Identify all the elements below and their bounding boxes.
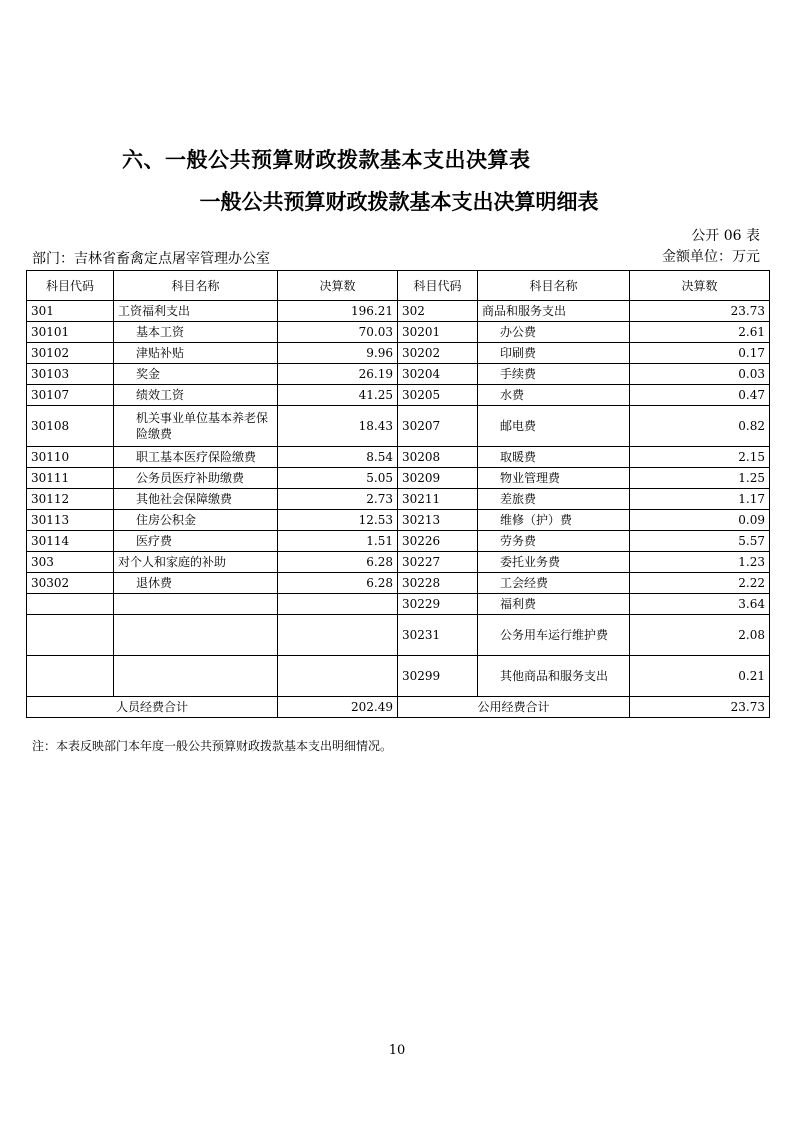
left-code-cell: 30108 xyxy=(27,406,114,447)
table-row xyxy=(27,385,770,406)
left-amount-cell: 196.21 xyxy=(278,301,398,322)
left-amount-cell: 2.73 xyxy=(278,489,398,510)
amount-unit-label: 金额单位：万元 xyxy=(662,249,760,265)
expenditure-detail-table xyxy=(26,270,770,718)
left-name-cell xyxy=(114,615,278,656)
right-name-cell: 工会经费 xyxy=(478,573,630,594)
left-name-cell: 住房公积金 xyxy=(114,510,278,531)
right-name-cell: 商品和服务支出 xyxy=(478,301,630,322)
right-name-cell: 水费 xyxy=(478,385,630,406)
left-amount-cell: 8.54 xyxy=(278,447,398,468)
left-amount-cell: 18.43 xyxy=(278,406,398,447)
table-title xyxy=(0,186,794,216)
right-amount-cell: 0.09 xyxy=(630,510,770,531)
right-amount-cell: 0.17 xyxy=(630,343,770,364)
left-code-cell: 30110 xyxy=(27,447,114,468)
right-name-cell: 劳务费 xyxy=(478,531,630,552)
left-code-cell: 30114 xyxy=(27,531,114,552)
left-amount-cell: 26.19 xyxy=(278,364,398,385)
right-name-cell: 福利费 xyxy=(478,594,630,615)
right-code-cell: 30226 xyxy=(398,531,478,552)
left-code-cell xyxy=(27,594,114,615)
left-amount-cell: 1.51 xyxy=(278,531,398,552)
left-code-cell: 303 xyxy=(27,552,114,573)
right-code-cell: 30228 xyxy=(398,573,478,594)
left-code-cell xyxy=(27,615,114,656)
right-code-cell: 30227 xyxy=(398,552,478,573)
left-code-cell: 30103 xyxy=(27,364,114,385)
table-row xyxy=(27,656,770,697)
table-note: 注：本表反映部门本年度一般公共预算财政拨款基本支出明细情况。 xyxy=(32,739,393,753)
right-name-cell: 物业管理费 xyxy=(478,468,630,489)
left-code-cell: 30111 xyxy=(27,468,114,489)
right-name-cell: 办公费 xyxy=(478,322,630,343)
right-code-cell: 30205 xyxy=(398,385,478,406)
right-name-cell: 印刷费 xyxy=(478,343,630,364)
table-body xyxy=(27,301,770,697)
right-amount-cell: 1.23 xyxy=(630,552,770,573)
right-amount-cell: 0.03 xyxy=(630,364,770,385)
right-name-cell: 邮电费 xyxy=(478,406,630,447)
table-row xyxy=(27,343,770,364)
table-row xyxy=(27,406,770,447)
left-name-cell xyxy=(114,656,278,697)
right-name-cell: 手续费 xyxy=(478,364,630,385)
left-name-cell: 退休费 xyxy=(114,573,278,594)
left-code-cell: 30107 xyxy=(27,385,114,406)
header-right-code: 科目代码 xyxy=(398,271,478,301)
left-amount-cell: 12.53 xyxy=(278,510,398,531)
page-number: 10 xyxy=(388,1043,406,1058)
left-amount-cell xyxy=(278,594,398,615)
right-code-cell: 30209 xyxy=(398,468,478,489)
right-code-cell: 30229 xyxy=(398,594,478,615)
department-label: 部门：吉林省畜禽定点屠宰管理办公室 xyxy=(32,251,270,267)
left-name-cell: 其他社会保障缴费 xyxy=(114,489,278,510)
right-code-cell: 30231 xyxy=(398,615,478,656)
left-name-cell: 医疗费 xyxy=(114,531,278,552)
header-left-amount: 决算数 xyxy=(278,271,398,301)
right-code-cell: 302 xyxy=(398,301,478,322)
right-code-cell: 30204 xyxy=(398,364,478,385)
personnel-total-value: 202.49 xyxy=(278,697,398,718)
section-title: 六、一般公共预算财政拨款基本支出决算表 xyxy=(122,148,531,172)
right-amount-cell: 2.61 xyxy=(630,322,770,343)
table-title-text: 一般公共预算财政拨款基本支出决算明细表 xyxy=(199,190,599,214)
right-amount-cell: 1.17 xyxy=(630,489,770,510)
table-row xyxy=(27,531,770,552)
table-row xyxy=(27,322,770,343)
right-code-cell: 30299 xyxy=(398,656,478,697)
right-amount-cell: 2.22 xyxy=(630,573,770,594)
table-header-row xyxy=(27,271,770,301)
public-total-value: 23.73 xyxy=(630,697,770,718)
left-name-cell: 机关事业单位基本养老保险缴费 xyxy=(114,406,278,447)
left-code-cell: 30101 xyxy=(27,322,114,343)
right-amount-cell: 3.64 xyxy=(630,594,770,615)
left-code-cell: 301 xyxy=(27,301,114,322)
right-amount-cell: 23.73 xyxy=(630,301,770,322)
left-code-cell: 30102 xyxy=(27,343,114,364)
left-amount-cell xyxy=(278,656,398,697)
left-name-cell: 绩效工资 xyxy=(114,385,278,406)
left-amount-cell: 9.96 xyxy=(278,343,398,364)
left-name-cell: 工资福利支出 xyxy=(114,301,278,322)
left-amount-cell: 70.03 xyxy=(278,322,398,343)
table-row xyxy=(27,364,770,385)
left-amount-cell: 6.28 xyxy=(278,573,398,594)
left-code-cell: 30112 xyxy=(27,489,114,510)
left-code-cell: 30302 xyxy=(27,573,114,594)
header-left-code: 科目代码 xyxy=(27,271,114,301)
left-name-cell xyxy=(114,594,278,615)
right-code-cell: 30207 xyxy=(398,406,478,447)
left-amount-cell xyxy=(278,615,398,656)
form-number: 公开 06 表 xyxy=(691,228,760,244)
left-name-cell: 津贴补贴 xyxy=(114,343,278,364)
right-code-cell: 30211 xyxy=(398,489,478,510)
public-total-label: 公用经费合计 xyxy=(398,697,630,718)
right-code-cell: 30202 xyxy=(398,343,478,364)
table-row xyxy=(27,489,770,510)
right-amount-cell: 5.57 xyxy=(630,531,770,552)
table-row xyxy=(27,615,770,656)
right-code-cell: 30201 xyxy=(398,322,478,343)
table-row xyxy=(27,552,770,573)
left-amount-cell: 6.28 xyxy=(278,552,398,573)
personnel-total-label: 人员经费合计 xyxy=(27,697,278,718)
right-amount-cell: 1.25 xyxy=(630,468,770,489)
right-code-cell: 30213 xyxy=(398,510,478,531)
left-amount-cell: 41.25 xyxy=(278,385,398,406)
right-amount-cell: 0.21 xyxy=(630,656,770,697)
right-name-cell: 差旅费 xyxy=(478,489,630,510)
left-name-cell: 基本工资 xyxy=(114,322,278,343)
table-row xyxy=(27,468,770,489)
left-name-cell: 奖金 xyxy=(114,364,278,385)
right-name-cell: 其他商品和服务支出 xyxy=(478,656,630,697)
left-name-cell: 对个人和家庭的补助 xyxy=(114,552,278,573)
table-row xyxy=(27,573,770,594)
right-name-cell: 公务用车运行维护费 xyxy=(478,615,630,656)
table-row xyxy=(27,594,770,615)
right-amount-cell: 2.08 xyxy=(630,615,770,656)
right-code-cell: 30208 xyxy=(398,447,478,468)
right-name-cell: 维修（护）费 xyxy=(478,510,630,531)
left-name-cell: 职工基本医疗保险缴费 xyxy=(114,447,278,468)
left-code-cell: 30113 xyxy=(27,510,114,531)
right-amount-cell: 0.82 xyxy=(630,406,770,447)
left-code-cell xyxy=(27,656,114,697)
right-amount-cell: 2.15 xyxy=(630,447,770,468)
right-name-cell: 取暖费 xyxy=(478,447,630,468)
totals-row xyxy=(27,697,770,718)
header-left-name: 科目名称 xyxy=(114,271,278,301)
table-row xyxy=(27,301,770,322)
left-amount-cell: 5.05 xyxy=(278,468,398,489)
table-row xyxy=(27,510,770,531)
right-name-cell: 委托业务费 xyxy=(478,552,630,573)
header-right-amount: 决算数 xyxy=(630,271,770,301)
right-amount-cell: 0.47 xyxy=(630,385,770,406)
table-row xyxy=(27,447,770,468)
header-right-name: 科目名称 xyxy=(478,271,630,301)
left-name-cell: 公务员医疗补助缴费 xyxy=(114,468,278,489)
